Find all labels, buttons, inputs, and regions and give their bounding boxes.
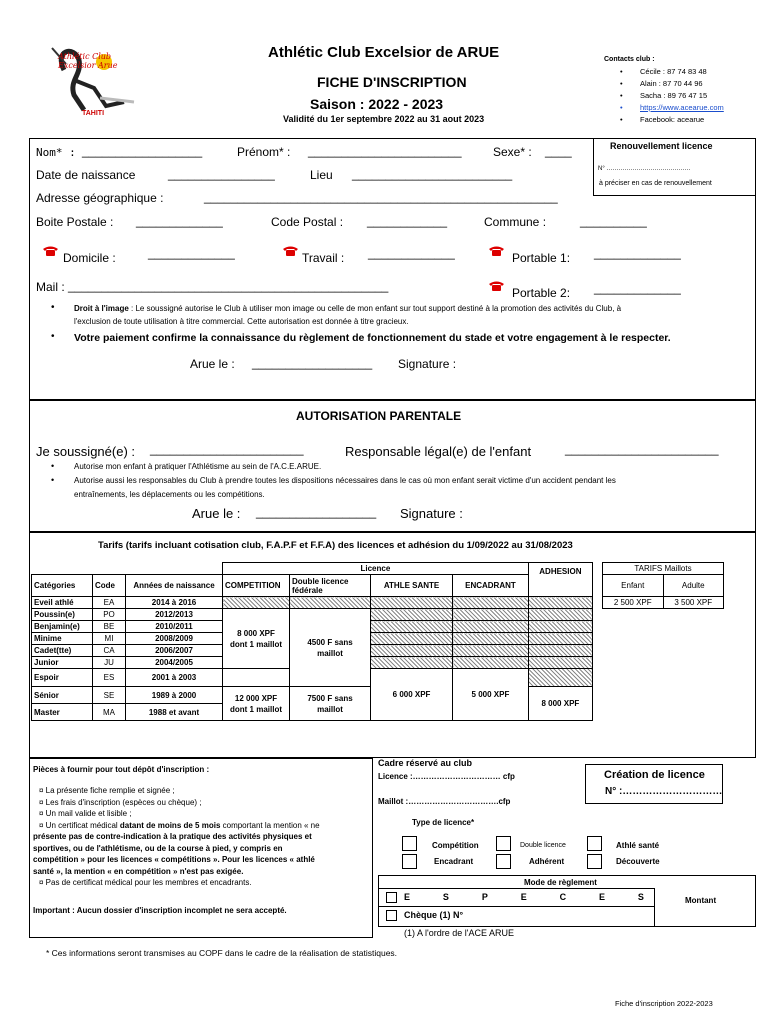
cell-code: JU	[93, 657, 126, 669]
mail-field[interactable]: ________________________________________________	[68, 279, 389, 293]
checkbox-encadrant[interactable]	[402, 854, 417, 869]
adresse-field[interactable]: _____________________________________________________	[204, 190, 558, 204]
renewal-title: Renouvellement licence	[610, 141, 713, 151]
cell-years: 2012/2013	[126, 609, 223, 621]
droit-image-label: Droit à l'image	[74, 304, 129, 313]
especes-letter: C	[559, 892, 567, 902]
contact-item: • Facebook: acearue	[640, 114, 724, 126]
reglement-divider	[654, 888, 655, 927]
cell-cat: Master	[32, 704, 93, 721]
parental-signature-label: Signature :	[400, 506, 463, 521]
domicile-label: Domicile :	[63, 251, 116, 265]
cell-cat: Espoir	[32, 669, 93, 687]
piece-item: ¤ Les frais d'inscription (espèces ou chèque) ;	[39, 797, 202, 807]
bullet-icon: •	[51, 302, 55, 313]
reglement-divider	[378, 906, 654, 907]
adhesion-price: 8 000 XPF	[528, 687, 592, 721]
especes-letter: E	[404, 892, 411, 902]
adulte-price: 3 500 XPF	[663, 597, 724, 609]
logo-text: Athlétic Club Excelsior Arue	[58, 52, 118, 70]
th-code: Code	[93, 575, 126, 597]
comp1: 8 000 XPF	[237, 628, 275, 638]
th-adulte: Adulte	[663, 575, 724, 597]
contact-item: • Cécile : 87 74 83 48	[640, 66, 724, 78]
prenom-label: Prénom* :	[237, 145, 291, 159]
especes-letter: P	[481, 892, 488, 902]
th-competition: COMPETITION	[223, 575, 290, 597]
validity: Validité du 1er septembre 2022 au 31 aout 2023	[283, 114, 485, 124]
piece-item	[33, 820, 365, 832]
dbl1: 4500 F sans	[307, 637, 353, 647]
cell-code: ES	[93, 669, 126, 687]
especes-letter: E	[520, 892, 527, 902]
parental-arue-date-field[interactable]: __________________	[256, 505, 377, 519]
pieces-title: Pièces à fournir pour tout dépôt d'inscription :	[33, 765, 210, 774]
cell-years: 1988 et avant	[126, 704, 223, 721]
checkbox-adherent[interactable]	[496, 854, 511, 869]
competition-label: Compétition	[432, 841, 479, 850]
piece-text: ¤ Un certificat médical	[39, 820, 120, 830]
maillots-table	[602, 562, 724, 609]
cheque-ordre: (1) A l'ordre de l'ACE ARUE	[404, 928, 514, 938]
cell-cat: Sénior	[32, 687, 93, 704]
piece-item: ¤ Un mail valide et lisible ;	[39, 809, 132, 818]
encadrant-price: 5 000 XPF	[453, 669, 529, 721]
piece-item: ¤ La présente fiche remplie et signée ;	[39, 786, 175, 795]
travail-label: Travail :	[302, 251, 345, 265]
cell-years: 2008/2009	[126, 633, 223, 645]
dob-label: Date de naissance	[36, 168, 136, 182]
renewal-number: N° ……………………………………	[598, 166, 691, 172]
athle-price: 6 000 XPF	[371, 669, 453, 721]
cell-code: MI	[93, 633, 126, 645]
portable1-field[interactable]: _____________	[594, 246, 681, 260]
th-double: Double licence fédérale	[290, 575, 371, 597]
soussigne-label: Je soussigné(e) :	[36, 444, 135, 459]
cell-code: PO	[93, 609, 126, 621]
responsable-field[interactable]: _______________________	[565, 442, 719, 456]
th-encadrant: ENCADRANT	[453, 575, 529, 597]
creation-number: N° :…………………………	[605, 786, 723, 797]
phone-icon	[488, 245, 505, 257]
checkbox-decouverte[interactable]	[587, 854, 602, 869]
encadrant-label: Encadrant	[434, 857, 474, 866]
domicile-field[interactable]: _____________	[148, 246, 235, 260]
especes-letter: S	[442, 892, 449, 902]
cell-years: 2004/2005	[126, 657, 223, 669]
cell-cat: Cadet(tte)	[32, 645, 93, 657]
nom-label: Nom* :	[36, 146, 76, 159]
cell-cat: Poussin(e)	[32, 609, 93, 621]
piece-item: compétition » pour les licences « compétitions ». Pour les licences « athlé	[33, 855, 315, 864]
phone-icon	[282, 245, 299, 257]
cell-cat: Minime	[32, 633, 93, 645]
piece-bold: datant de moins de 5 mois	[119, 820, 221, 830]
piece-item: ¤ Pas de certificat médical pour les membres et encadrants.	[39, 878, 252, 887]
cell-code: CA	[93, 645, 126, 657]
reserve-title: Cadre réservé au club	[378, 758, 473, 768]
pieces-list	[33, 785, 365, 889]
comp-price-1	[223, 609, 290, 669]
contacts-list	[640, 66, 724, 126]
piece-item: santé », la mention « en compétition » n'est pas exigée.	[33, 866, 244, 876]
th-enfant: Enfant	[603, 575, 664, 597]
double-price-1	[290, 609, 371, 687]
soussigne-field[interactable]: _______________________	[150, 442, 304, 456]
dbl2: 7500 F sans	[307, 693, 353, 703]
logo-place: TAHITI	[82, 110, 105, 117]
comp-price-2	[223, 687, 290, 721]
mail-label: Mail :	[36, 280, 65, 294]
cell-code: SE	[93, 687, 126, 704]
parental-bullet-2b: entraînements, les déplacements ou les compétitions.	[74, 490, 265, 499]
arue-date-field[interactable]: __________________	[252, 356, 373, 370]
double-label: Double licence	[520, 842, 566, 849]
adresse-label: Adresse géographique :	[36, 191, 164, 205]
parental-bullet-1: Autorise mon enfant à pratiquer l'Athlétisme au sein de l'A.C.E.ARUE.	[74, 462, 322, 471]
tarifs-table	[31, 562, 593, 721]
commune-field[interactable]: __________	[580, 214, 647, 228]
cell-cat: Junior	[32, 657, 93, 669]
cp-field[interactable]: ____________	[367, 214, 448, 228]
phone-icon	[488, 280, 505, 292]
cell-years: 2001 à 2003	[126, 669, 223, 687]
bp-field[interactable]: _____________	[136, 214, 223, 228]
tarifs-title: Tarifs (tarifs incluant cotisation club, F.A.P.F et F.F.A) des licences et adhésion du 1/09/2022 au 31/08/2023	[98, 540, 573, 551]
signature-label: Signature :	[398, 357, 457, 371]
droit-image-line2: l'exclusion de toute utilisation à titre commercial. Cette autorisation est donnée à titre gracieux.	[74, 317, 409, 326]
comp2: 12 000 XPF	[234, 693, 278, 703]
cell-cat: Benjamin(e)	[32, 621, 93, 633]
checkbox-athle[interactable]	[587, 836, 602, 851]
dob-field[interactable]: ________________	[168, 167, 275, 181]
renewal-note: à préciser en cas de renouvellement	[599, 180, 712, 187]
reserve-licence: Licence :…………………………… cfp	[378, 772, 515, 781]
club-logo	[44, 40, 140, 120]
parental-title: AUTORISATION PARENTALE	[296, 409, 462, 423]
checkbox-double[interactable]	[496, 836, 511, 851]
portable2-label: Portable 2:	[512, 286, 571, 300]
dbl1b: maillot	[317, 648, 343, 658]
table-row	[32, 609, 593, 621]
parental-arue-label: Arue le :	[192, 506, 241, 521]
portable1-label: Portable 1:	[512, 251, 571, 265]
paiement-note: Votre paiement confirme la connaissance du règlement de fonctionnement du stade et votre engagement à le respecter.	[74, 332, 671, 344]
droit-image-text: : Le soussigné autorise le Club à utiliser mon image ou celle de mon enfant sur tout support destiné à la promotion des activités du Club, à	[128, 304, 622, 313]
cell-code: EA	[93, 597, 126, 609]
cell-code: BE	[93, 621, 126, 633]
sexe-label: Sexe* :	[493, 145, 532, 159]
type-licence-title: Type de licence*	[412, 818, 475, 827]
checkbox-especes[interactable]	[386, 892, 397, 903]
reserve-maillot: Maillot :…………………………….cfp	[378, 797, 511, 806]
double-price-2	[290, 687, 371, 721]
checkbox-cheque[interactable]	[386, 910, 397, 921]
cell-years: 2010/2011	[126, 621, 223, 633]
bp-label: Boite Postale :	[36, 215, 114, 229]
cell-years: 2014 à 2016	[126, 597, 223, 609]
creation-title: Création de licence	[604, 769, 705, 781]
season: Saison : 2022 - 2023	[310, 96, 444, 112]
form-title: FICHE D'INSCRIPTION	[317, 74, 467, 90]
enfant-price: 2 500 XPF	[603, 597, 664, 609]
page-footer: Fiche d'inscription 2022-2023	[615, 999, 713, 1008]
phone-icon	[42, 245, 59, 257]
cheque-label: Chèque (1) N°	[404, 910, 464, 920]
prenom-field[interactable]: _______________________	[308, 144, 462, 158]
contact-item: • Alain : 87 70 44 96	[640, 78, 724, 90]
adherent-label: Adhérent	[529, 857, 565, 866]
piece-text: comportant la mention « ne	[220, 820, 320, 830]
especes-letter: E	[599, 892, 606, 902]
th-maillots: TARIFS Maillots	[603, 563, 724, 575]
droit-image-line1	[74, 304, 621, 313]
sexe-field[interactable]: ____	[545, 144, 572, 158]
travail-field[interactable]: _____________	[368, 246, 455, 260]
reglement-divider	[378, 888, 654, 889]
athle-label: Athlé santé	[616, 841, 660, 850]
th-categories: Catégories	[32, 575, 93, 597]
especes-letter: S	[637, 892, 644, 902]
arue-label: Arue le :	[190, 357, 235, 371]
cell-years: 2006/2007	[126, 645, 223, 657]
parental-bullet-2: Autorise aussi les responsables du Club à prendre toutes les dispositions nécessaires dans le cas où mon enfant serait victime d'un accident pendant les	[74, 476, 616, 485]
contact-website-link[interactable]: • https://www.acearue.com	[640, 102, 724, 114]
footer-note: * Ces informations seront transmises au COPF dans le cadre de la réalisation de statistiques.	[46, 948, 398, 958]
dbl2b: maillot	[317, 704, 343, 714]
bullet-icon: •	[51, 475, 55, 485]
bullet-icon: •	[51, 331, 55, 342]
piece-item: présente pas de contre-indication à la pratique des activités physiques et	[33, 832, 312, 841]
lieu-label: Lieu	[310, 168, 333, 182]
table-row	[32, 597, 593, 609]
contact-item: • Sacha : 89 76 47 15	[640, 90, 724, 102]
contacts-title: Contacts club :	[604, 56, 655, 63]
nom-field[interactable]: __________________	[82, 144, 203, 158]
especes-label	[404, 892, 644, 902]
cell-code: MA	[93, 704, 126, 721]
montant-label: Montant	[685, 896, 717, 905]
comp1b: dont 1 maillot	[230, 639, 282, 649]
commune-label: Commune :	[484, 215, 547, 229]
responsable-label: Responsable légal(e) de l'enfant	[345, 444, 532, 459]
bullet-icon: •	[51, 461, 55, 471]
mode-title: Mode de règlement	[524, 878, 597, 887]
decouverte-label: Découverte	[616, 857, 660, 866]
piece-item: sportives, ou de l'athlétisme, ou de la course à pied, y compris en	[33, 843, 283, 853]
cell-cat: Eveil athlé	[32, 597, 93, 609]
checkbox-competition[interactable]	[402, 836, 417, 851]
comp2b: dont 1 maillot	[230, 704, 282, 714]
club-name: Athlétic Club Excelsior de ARUE	[268, 44, 500, 61]
important-note: Important : Aucun dossier d'inscription incomplet ne sera accepté.	[33, 906, 287, 915]
lieu-field[interactable]: ________________________	[352, 167, 513, 181]
portable2-field[interactable]: _____________	[594, 281, 681, 295]
cell-years: 1989 à 2000	[126, 687, 223, 704]
th-licence: Licence	[223, 563, 529, 575]
th-athle: ATHLE SANTE	[371, 575, 453, 597]
th-annees: Années de naissance	[126, 575, 223, 597]
th-adhesion: ADHESION	[528, 563, 592, 597]
cp-label: Code Postal :	[271, 215, 344, 229]
